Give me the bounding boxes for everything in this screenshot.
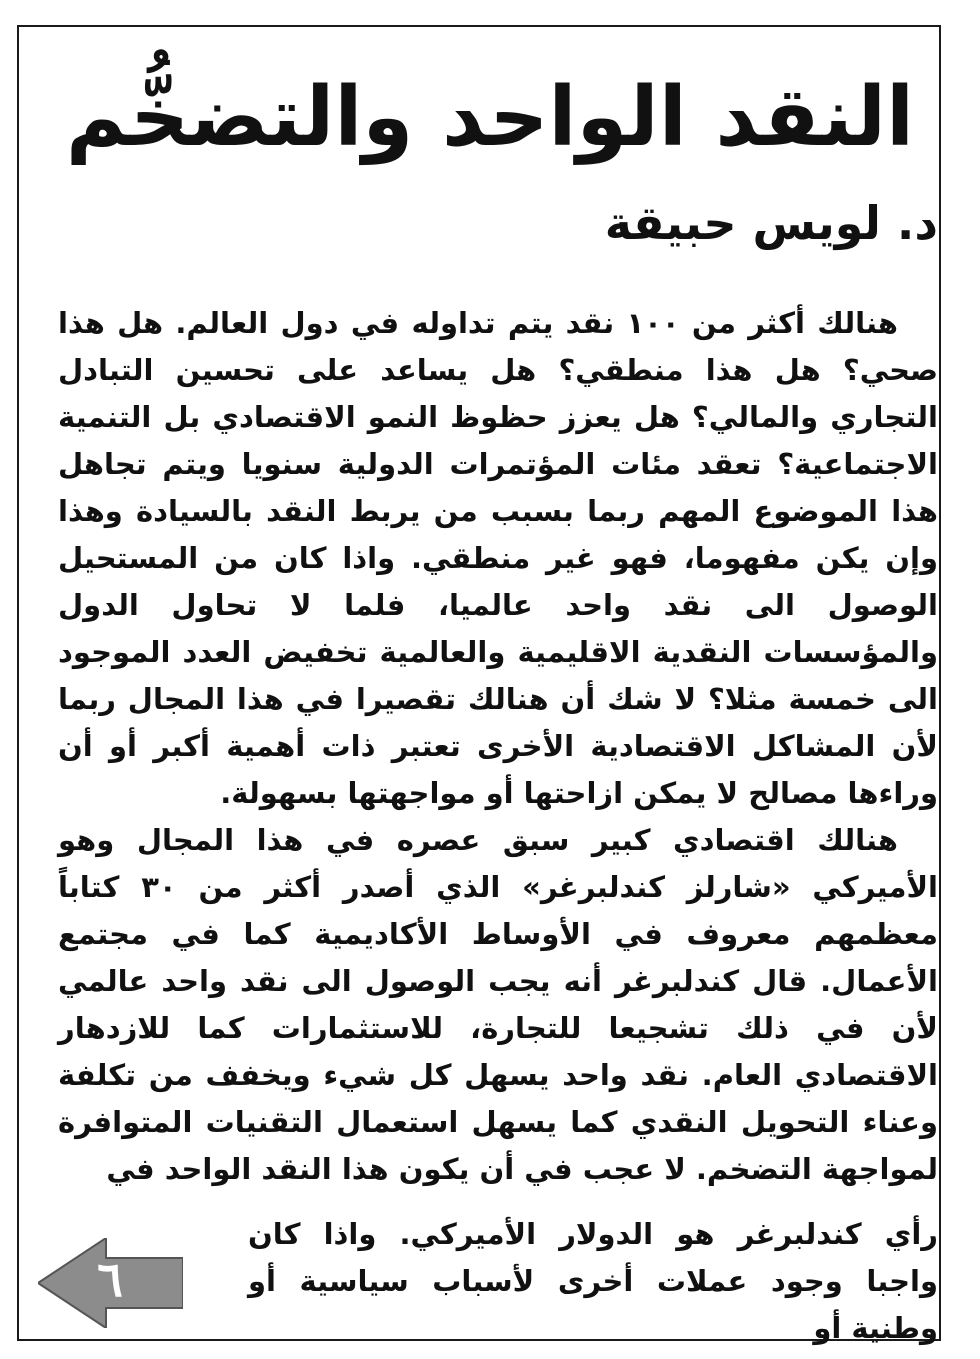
article-author: د. لويس حبيقة (604, 196, 938, 250)
page-number: ٦ (97, 1252, 123, 1308)
article-continuation: رأي كندلبرغر هو الدولار الأميركي. واذا كان واجبا وجود عملات أخرى لأسباب سياسية أو وطنية أو (248, 1217, 938, 1345)
article-paragraph: هنالك اقتصادي كبير سبق عصره في هذا المجال وهو الأميركي «شارلز كندلبرغر» الذي أصدر أكثر من ٣٠ كتاباً معظمهم معروف في الأوساط الأكاديمية كما في مجتمع الأعمال. قال كندلبرغر أنه يجب الوصول الى نقد واحد عالمي لأن في ذلك تشجيعا للتجارة، للاستثمارات كما للازدهار الاقتصادي العام. نقد واحد يسهل كل شيء ويخفف من تكلفة وعناء التحويل النقدي كما يسهل استعمال التقنيات المتوافرة لمواجهة التضخم. لا عجب في أن يكون هذا النقد الواحد في (58, 823, 938, 1186)
article-body (58, 300, 938, 1193)
article-title: النقد الواحد والتضخُّم (65, 70, 915, 165)
article-paragraph: هنالك أكثر من ١٠٠ نقد يتم تداوله في دول العالم. هل هذا صحي؟ هل هذا منطقي؟ هل يساعد على تحسين التبادل التجاري والمالي؟ هل يعزز حظوظ النمو الاقتصادي بل التنمية الاجتماعية؟ تعقد مئات المؤتمرات الدولية سنويا ويتم تجاهل هذا الموضوع المهم ربما بسبب من يربط النقد بالسيادة وهذا وإن يكن مفهوما، فهو غير منطقي. واذا كان من المستحيل الوصول الى نقد واحد عالميا، فلما لا تحاول الدول والمؤسسات النقدية الاقليمية والعالمية تخفيض العدد الموجود الى خمسة مثلا؟ لا شك أن هنالك تقصيرا في هذا المجال ربما لأن المشاكل الاقتصادية الأخرى تعتبر ذات أهمية أكبر أو أن وراءها مصالح لا يمكن ازاحتها أو مواجهتها بسهولة. (58, 306, 938, 810)
